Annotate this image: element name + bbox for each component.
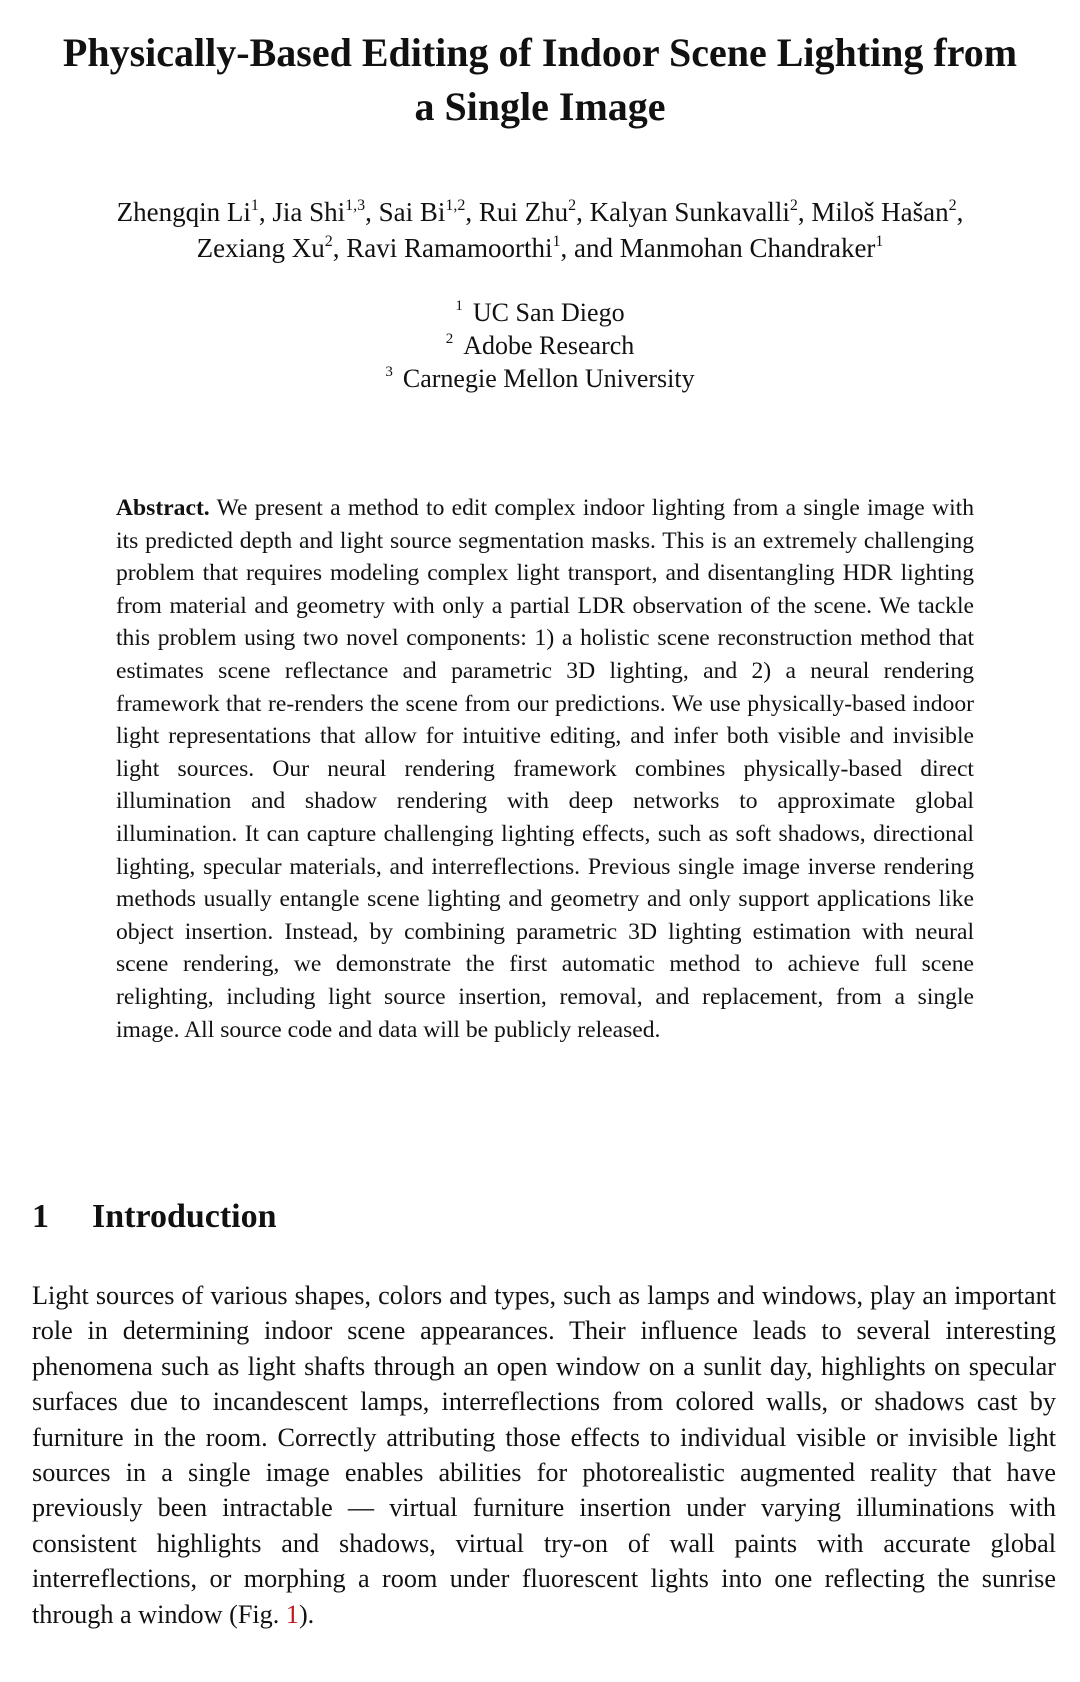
author-separator: , (365, 197, 379, 227)
abstract-label: Abstract. (116, 495, 210, 521)
intro-paragraph (32, 1278, 1056, 1632)
author (272, 197, 378, 227)
author-affiliation-mark: 1 (552, 233, 561, 250)
affiliation-name: Adobe Research (463, 331, 635, 360)
author (590, 197, 812, 227)
author-name: Jia Shi (272, 197, 346, 227)
author-name: Sai Bi (378, 197, 446, 227)
affiliation-name: UC San Diego (472, 298, 625, 327)
author-separator: , (465, 197, 479, 227)
author-affiliation-mark: 2 (948, 197, 957, 214)
author-list (20, 194, 1060, 266)
affiliation-number: 2 (445, 331, 454, 347)
author-affiliation-mark: 1 (875, 233, 884, 250)
author (197, 233, 347, 263)
author-name: Ravi Ramamoorthi (346, 233, 553, 263)
section-title: Introduction (92, 1198, 277, 1235)
author-name: Kalyan Sunkavalli (589, 197, 790, 227)
author-name: Manmohan Chandraker (619, 233, 876, 263)
author-affiliation-mark: 2 (789, 197, 798, 214)
paper-title: Physically-Based Editing of Indoor Scene Lighting from a Single Image (62, 30, 1018, 129)
figure-reference-link[interactable]: 1 (285, 1599, 299, 1629)
affiliation (0, 329, 1080, 362)
affiliation-number: 3 (385, 364, 393, 380)
author-name: Zhengqin Li (116, 197, 251, 227)
author-affiliation-mark: 2 (568, 197, 577, 214)
affiliation-name: Carnegie Mellon University (402, 364, 695, 393)
author (479, 197, 590, 227)
author-name: Zexiang Xu (196, 233, 325, 263)
author-affiliation-mark: 2 (324, 233, 333, 250)
author (379, 197, 479, 227)
section-number: 1 (32, 1198, 49, 1235)
affiliation (0, 362, 1080, 395)
abstract-text: We present a method to edit complex indoor lighting from a single image with its predicted depth and light source segmentation masks. This is an extremely challenging problem that requires modeling complex light transport, and disentangling HDR lighting from material and geometry with only a partial LDR observation of the scene. We tackle this problem using two novel components: 1) a holistic scene reconstruction method that estimates scene reflectance and parametric 3D lighting, and 2) a neural rendering framework that re-renders the scene from our predictions. We use physically-based indoor light representations that allow for intuitive editing, and infer both visible and invisible light sources. Our neural rendering framework combines physically-based direct illumination and shadow rendering with deep networks to approximate global illumination. It can capture challenging lighting effects, such as soft shadows, directional lighting, specular materials, and interreflections. Previous single image inverse rendering methods usually entangle scene lighting and geometry and only support applications like object insertion. Instead, by combining parametric 3D lighting estimation with neural scene rendering, we demonstrate the first automatic method to achieve full scene relighting, including light source insertion, removal, and replacement, from a single image. All source code and data will be publicly released. (116, 495, 974, 1043)
author (117, 197, 273, 227)
section-heading (32, 1196, 277, 1238)
author (620, 233, 884, 263)
author-separator: , (332, 233, 347, 263)
author-separator: , (956, 197, 964, 227)
abstract (116, 492, 974, 1046)
affiliation-number: 1 (455, 298, 463, 314)
author-separator: , (576, 197, 590, 227)
author (346, 233, 619, 263)
author-affiliation-mark: 1 (250, 197, 259, 214)
author-separator: , and (560, 233, 620, 263)
author (811, 197, 963, 227)
author-affiliation-mark: 1,3 (345, 197, 366, 214)
author-separator: , (797, 197, 812, 227)
intro-tail: ). (298, 1599, 315, 1629)
author-name: Rui Zhu (478, 197, 569, 227)
author-separator: , (258, 197, 273, 227)
author-name: Miloš Hašan (811, 197, 949, 227)
intro-text: Light sources of various shapes, colors and types, such as lamps and windows, play an important role in determining indoor scene appearances. Their influence leads to several interesting phenomena such as light shafts through an open window on a sunlit day, highlights on specular surfaces due to incandescent lamps, interreflections from colored walls, or shadows cast by furniture in the room. Correctly attributing those effects to individual visible or invisible light sources in a single image enables abilities for photorealistic augmented reality that have previously been intractable — virtual furniture insertion under varying illuminations with consistent highlights and shadows, virtual try-on of wall paints with accurate global interreflections, or morphing a room under fluorescent lights into one reflecting the sunrise through a window (Fig. (32, 1281, 1056, 1629)
affiliation-list (0, 296, 1080, 395)
author-affiliation-mark: 1,2 (445, 197, 466, 214)
affiliation (0, 296, 1080, 329)
